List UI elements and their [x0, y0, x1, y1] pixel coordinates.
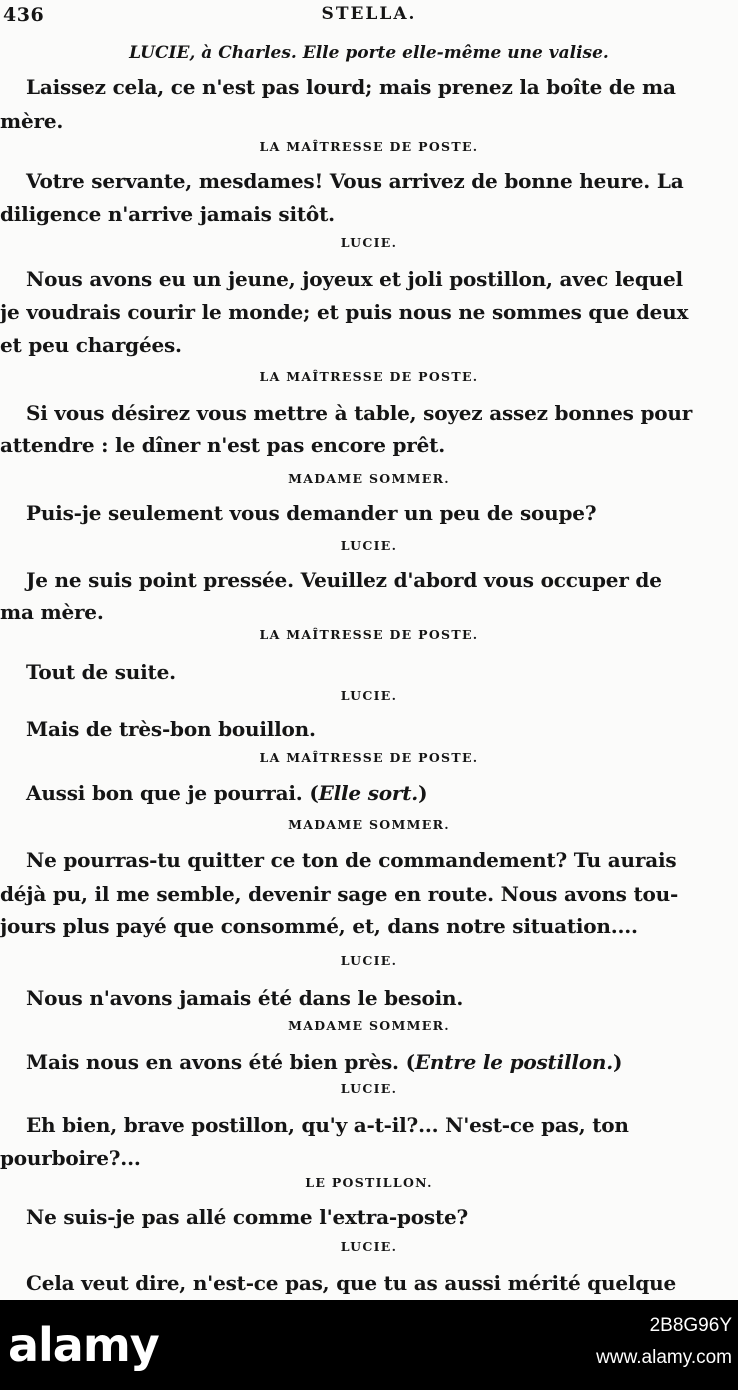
- dialogue-line: [0, 264, 738, 294]
- speaker-name: [0, 814, 738, 836]
- italic-span: Entre le postillon.: [414, 1050, 614, 1074]
- dialogue-line: [0, 498, 738, 528]
- text-span: LUCIE.: [340, 538, 398, 553]
- text-span: Ne pourras-tu quitter ce ton de commandement? Tu aurais: [26, 848, 677, 872]
- speaker-name: [0, 1236, 738, 1258]
- text-span: LUCIE.: [340, 953, 398, 968]
- alamy-logo: alamy: [8, 1318, 159, 1372]
- text-span: Laissez cela, ce n'est pas lourd; mais prenez la boîte de ma: [26, 75, 676, 99]
- dialogue-line: [0, 1110, 738, 1140]
- text-span: LUCIE.: [340, 688, 398, 703]
- text-span: Si vous désirez vous mettre à table, soyez assez bonnes pour: [26, 401, 693, 425]
- text-span: déjà pu, il me semble, devenir sage en route. Nous avons tou-: [0, 882, 679, 906]
- dialogue-line: [0, 166, 738, 196]
- text-span: attendre : le dîner n'est pas encore prêt.: [0, 433, 445, 457]
- dialogue-line: [0, 778, 738, 808]
- dialogue-line: [0, 297, 738, 327]
- speaker-name: [0, 366, 738, 388]
- speaker-name: [0, 1015, 738, 1037]
- image-id-block: [596, 1310, 732, 1374]
- dialogue-line: [0, 911, 738, 941]
- text-span: diligence n'arrive jamais sitôt.: [0, 202, 335, 226]
- speaker-name: [0, 136, 738, 158]
- dialogue-line: [0, 330, 738, 360]
- text-span: MADAME SOMMER.: [288, 1018, 450, 1033]
- text-span: Puis-je seulement vous demander un peu de soupe?: [26, 501, 597, 525]
- dialogue-line: [0, 199, 738, 229]
- italic-span: à Charles. Elle porte elle-même une valise.: [201, 43, 609, 63]
- dialogue-line: [0, 657, 738, 687]
- dialogue-line: [0, 72, 738, 102]
- text-span: LUCIE.: [340, 235, 398, 250]
- text-span: Mais nous en avons été bien près. (: [26, 1050, 415, 1074]
- text-span: Nous avons eu un jeune, joyeux et joli postillon, avec lequel: [26, 267, 683, 291]
- text-span: pourboire?...: [0, 1146, 141, 1170]
- dialogue-line: [0, 1143, 738, 1173]
- dialogue-line: [0, 1202, 738, 1232]
- dialogue-line: [0, 879, 738, 909]
- dialogue-line: [0, 565, 738, 595]
- dialogue-line: [0, 983, 738, 1013]
- speaker-name: [0, 685, 738, 707]
- text-span: Cela veut dire, n'est-ce pas, que tu as aussi mérité quelque: [26, 1271, 676, 1295]
- running-header: [0, 4, 738, 26]
- dialogue-line: [0, 597, 738, 627]
- dialogue-line: [0, 106, 738, 136]
- text-span: LA MAÎTRESSE DE POSTE.: [259, 139, 479, 154]
- text-span: MADAME SOMMER.: [288, 817, 450, 832]
- running-title: STELLA.: [321, 4, 417, 24]
- text-span: LA MAÎTRESSE DE POSTE.: [259, 750, 479, 765]
- speaker-name: [0, 1078, 738, 1100]
- speaker-name: [0, 950, 738, 972]
- speaker-name: [0, 232, 738, 254]
- italic-span: Elle sort.: [318, 781, 419, 805]
- text-span: ): [613, 1050, 623, 1074]
- text-span: ): [418, 781, 428, 805]
- text-span: LUCIE.: [340, 1081, 398, 1096]
- text-span: LUCIE.: [340, 1239, 398, 1254]
- dialogue-line: [0, 398, 738, 428]
- text-span: LUCIE,: [129, 43, 202, 63]
- text-span: MADAME SOMMER.: [288, 471, 450, 486]
- text-span: et peu chargées.: [0, 333, 182, 357]
- text-span: Ne suis-je pas allé comme l'extra-poste?: [26, 1205, 469, 1229]
- dialogue-line: [0, 430, 738, 460]
- page-number: 436: [3, 4, 45, 26]
- text-span: Aussi bon que je pourrai. (: [26, 781, 319, 805]
- dialogue-line: [0, 1047, 738, 1077]
- speaker-name: [0, 624, 738, 646]
- dialogue-line: [0, 714, 738, 744]
- dialogue-line: [0, 845, 738, 875]
- speaker-name: [0, 468, 738, 490]
- dialogue-line: [0, 1268, 738, 1298]
- watermark-footer: [0, 1300, 738, 1390]
- text-span: jours plus payé que consommé, et, dans notre situation....: [0, 914, 638, 938]
- text-span: mère.: [0, 109, 64, 133]
- text-span: Nous n'avons jamais été dans le besoin.: [26, 986, 464, 1010]
- text-span: Mais de très-bon bouillon.: [26, 717, 316, 741]
- stage-direction: [0, 40, 738, 66]
- site-url: www.alamy.com: [596, 1347, 732, 1368]
- text-span: LE POSTILLON.: [305, 1175, 433, 1190]
- text-span: je voudrais courir le monde; et puis nous ne sommes que deux: [0, 300, 689, 324]
- text-span: Eh bien, brave postillon, qu'y a-t-il?... N'est-ce pas, ton: [26, 1113, 629, 1137]
- text-span: ma mère.: [0, 600, 104, 624]
- speaker-name: [0, 1172, 738, 1194]
- text-span: Je ne suis point pressée. Veuillez d'abord vous occuper de: [26, 568, 662, 592]
- speaker-name: [0, 747, 738, 769]
- text-span: Tout de suite.: [26, 660, 176, 684]
- text-span: LA MAÎTRESSE DE POSTE.: [259, 369, 479, 384]
- text-span: LA MAÎTRESSE DE POSTE.: [259, 627, 479, 642]
- image-id: 2B8G96Y: [649, 1315, 732, 1336]
- text-span: Votre servante, mesdames! Vous arrivez de bonne heure. La: [26, 169, 684, 193]
- speaker-name: [0, 535, 738, 557]
